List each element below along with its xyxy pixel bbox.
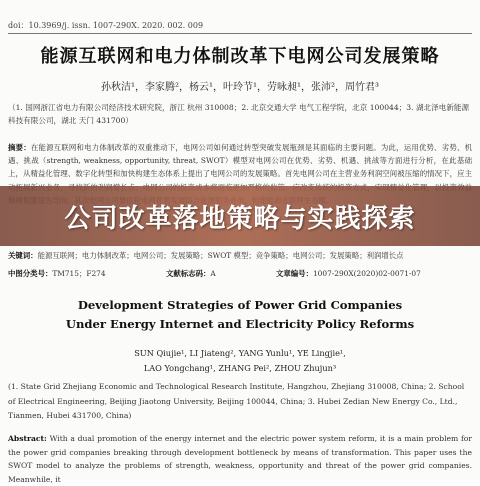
english-abstract xyxy=(8,432,472,486)
chinese-affiliation: （1. 国网浙江省电力有限公司经济技术研究院，浙江 杭州 310008；2. 北京交通大学 电气工程学院，北京 100044；3. 湖北泽电新能源科技有限公司，湖北 天门 431700） xyxy=(8,103,470,125)
keywords-label: 关键词： xyxy=(8,251,38,260)
keywords-line xyxy=(8,250,472,261)
english-abstract-label: Abstract: xyxy=(8,434,47,443)
overlay-banner xyxy=(0,186,480,246)
english-affiliation: (1. State Grid Zhejiang Economic and Technological Research Institute, Hangzhou, Zhejiang 310008, China; 2. School of Electrical Engineering, Beijing Jiaotong University, Beijing 100044, China; 3. Hubei Zedian New Energy Co., Ltd., Tianmen, Hubei 431700, China) xyxy=(8,382,465,420)
banner-title: 公司改革落地策略与实践探索 xyxy=(64,203,416,234)
class-number-value: TM715；F274 xyxy=(52,269,106,278)
english-abstract-text: With a dual promotion of the energy internet and the electric power system reform, it is a main problem for the power grid companies breaking through development bottleneck by means of transformation. This paper uses the SWOT model to analyze the problems of strength, weakness, opportunity and threat of the power grid companies. Meanwhile, it xyxy=(8,434,472,484)
article-number xyxy=(276,268,421,279)
document-code-label: 文献标志码： xyxy=(166,269,211,278)
document-code-value: A xyxy=(210,269,216,278)
chinese-abstract-text: 在能源互联网和电力体制改革的双重推动下，电网公司如何通过转型突破发展瓶颈是其面临的主要问题。为此，运用优势、劣势、机遇、挑战（strength, weakness, opportunity, threat, SWOT）模型对电网公司在优势、劣势、机遇、挑战等方面进行分析，在此基础上，从精益化管理、数字化转型和加快构建生态体系上提出了电网公司的发展策略。首先电网公司在主营业务利润空间被压缩的情况下，应主 xyxy=(8,143,472,179)
doi-line: doi：10.3969/j. issn. 1007-290X. 2020. 002. 009 xyxy=(8,21,204,30)
class-number xyxy=(8,268,106,279)
keywords-text: 能源互联网；电力体制改革；电网公司；发展策略；SWOT 模型；竞争策略；电网公司；发展策略；利润增长点 xyxy=(37,251,404,260)
chinese-abstract-label: 摘要： xyxy=(8,143,31,152)
class-number-label: 中图分类号： xyxy=(8,269,53,278)
chinese-title: 能源互联网和电力体制改革下电网公司发展策略 xyxy=(40,46,440,67)
english-authors-line2: LAO Yongchang¹, ZHANG Pei², ZHOU Zhujun³ xyxy=(143,363,337,373)
header-divider xyxy=(8,33,472,34)
english-title-line1: Development Strategies of Power Grid Companies xyxy=(77,298,403,312)
chinese-authors: 孙秋洁¹，李家腾²，杨云¹，叶玲节¹，劳咏昶¹，张沛²，周竹君³ xyxy=(100,82,380,93)
article-number-value: 1007-290X(2020)02-0071-07 xyxy=(312,269,421,278)
english-title xyxy=(0,296,480,334)
english-authors-line1: SUN Qiujie¹, LI Jiateng², YANG Yunlu¹, YE Lingjie¹, xyxy=(134,348,346,358)
english-authors xyxy=(0,346,480,376)
english-title-line2: Under Energy Internet and Electricity Policy Reforms xyxy=(65,317,415,331)
article-number-label: 文章编号： xyxy=(276,269,313,278)
document-code xyxy=(166,268,216,279)
